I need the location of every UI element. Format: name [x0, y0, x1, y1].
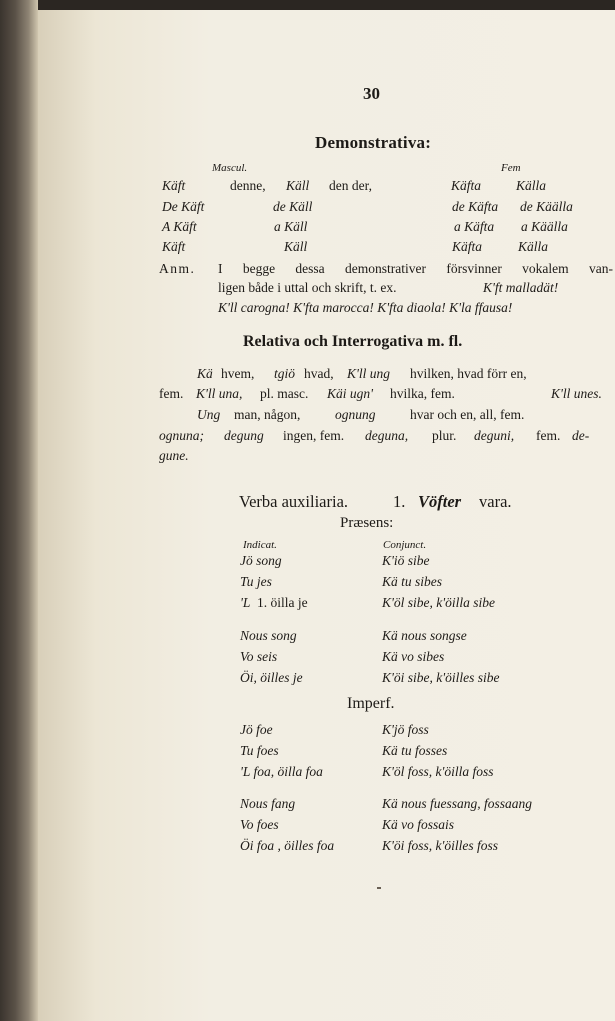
- demo-row-4-f2: Källa: [518, 239, 549, 254]
- imperf-conj-6: K'öi foss, k'öilles foss: [382, 838, 499, 853]
- praes-ind-4: Nous song: [240, 628, 297, 643]
- praes-ind-5: Vo seis: [240, 649, 278, 664]
- imperf-conj-3: K'öl foss, k'öilla foss: [382, 764, 494, 779]
- demo-row-1-f1: Käfta: [451, 178, 482, 193]
- praesens-heading: Præsens:: [340, 515, 394, 531]
- imperf-heading: Imperf.: [347, 695, 395, 712]
- praes-conj-1: K'iö sibe: [382, 553, 430, 568]
- anm-line-1: I begge dessa demonstrativer försvinner vokalem van-: [218, 261, 613, 276]
- demo-row-2-f1: de Käfta: [452, 199, 499, 214]
- rel-line-4-f: deguni,: [474, 428, 515, 443]
- praes-conj-5: Kä vo sibes: [382, 649, 445, 664]
- rel-line-1-d: hvad,: [304, 366, 334, 381]
- praes-ind-2: Tu jes: [240, 574, 272, 589]
- demo-row-3-m1: A Käft: [162, 219, 197, 234]
- praes-conj-6: K'öi sibe, k'öilles sibe: [382, 670, 500, 685]
- verba-heading-d: vara.: [479, 492, 512, 511]
- praes-conj-2: Kä tu sibes: [382, 574, 443, 589]
- demo-row-2-f2: de Käälla: [520, 199, 573, 214]
- rel-line-4-d: deguna,: [365, 428, 409, 443]
- rel-line-3-d: hvar och en, all, fem.: [410, 407, 525, 422]
- rel-line-2-b: K'll una,: [196, 386, 243, 401]
- rel-line-4-c: ingen, fem.: [283, 428, 345, 443]
- imperf-ind-2: Tu foes: [240, 743, 279, 758]
- rel-line-4-a: ognuna;: [159, 428, 204, 443]
- imperf-conj-2: Kä tu fosses: [382, 743, 448, 758]
- rel-line-2-a: fem.: [159, 386, 184, 401]
- verba-heading-a: Verba auxiliaria.: [239, 492, 349, 511]
- imperf-conj-1: K'jö foss: [382, 722, 429, 737]
- rel-line-4-b: degung: [224, 428, 264, 443]
- demo-row-2-m1: De Käft: [162, 199, 205, 214]
- rel-line-3-a: Ung: [197, 407, 221, 422]
- rel-line-1-a: Kä: [197, 366, 213, 381]
- imperf-ind-5: Vo foes: [240, 817, 279, 832]
- demo-row-3-f2: a Käälla: [521, 219, 568, 234]
- demo-row-1-m1: Käft: [162, 178, 186, 193]
- imperf-ind-6: Öi foa , öilles foa: [240, 838, 335, 853]
- rel-line-4-g: fem.: [536, 428, 561, 443]
- page-number: 30: [363, 84, 380, 103]
- imperf-ind-1: Jö foe: [240, 722, 273, 737]
- anm-label: Anm.: [159, 261, 196, 276]
- book-binding: [0, 0, 38, 1021]
- rel-line-1-e: K'll ung: [347, 366, 391, 381]
- imperf-ind-3: 'L foa, öilla foa: [240, 764, 323, 779]
- rel-line-4-e: plur.: [432, 428, 457, 443]
- fem-label: Fem: [501, 162, 521, 174]
- demo-row-4-m2: Käll: [284, 239, 308, 254]
- demo-row-3-m2: a Käll: [274, 219, 308, 234]
- indicat-label: Indicat.: [243, 539, 277, 551]
- rel-line-2-c: pl. masc.: [260, 386, 309, 401]
- imperf-conj-4: Kä nous fuessang, fossaang: [382, 796, 533, 811]
- demo-row-4-f1: Käfta: [452, 239, 483, 254]
- rel-line-1-c: tgiö: [274, 366, 296, 381]
- praes-ind-6: Öi, öilles je: [240, 670, 303, 685]
- rel-line-3-c: ognung: [335, 407, 376, 422]
- conjunct-label: Conjunct.: [383, 539, 427, 551]
- demo-row-3-f1: a Käfta: [454, 219, 495, 234]
- praes-ind-3: 'L: [240, 595, 251, 610]
- rel-line-5: gune.: [159, 448, 189, 463]
- relativa-heading: Relativa och Interrogativa m. fl.: [243, 333, 463, 350]
- rel-line-4-h: de-: [572, 428, 590, 443]
- rel-line-2-d: Käi ugn': [327, 386, 374, 401]
- demo-row-1-m2: Käll: [286, 178, 310, 193]
- rel-line-1-f: hvilken, hvad förr en,: [410, 366, 527, 381]
- demonstrativa-heading: Demonstrativa:: [315, 133, 432, 152]
- demo-row-1-f2: Källa: [516, 178, 547, 193]
- demo-row-2-m2: de Käll: [273, 199, 313, 214]
- ink-speck: [377, 887, 381, 889]
- rel-line-2-f: K'll unes.: [551, 386, 602, 401]
- rel-line-2-e: hvilka, fem.: [390, 386, 455, 401]
- verba-heading-c: Vöfter: [418, 492, 462, 511]
- masc-label: Mascul.: [212, 162, 248, 174]
- anm-line-3: K'll carogna! K'fta marocca! K'fta diaola! K'la ffausa!: [218, 300, 513, 315]
- anm-line-2-example: K'ft malladät!: [483, 280, 559, 295]
- demo-row-1-gloss1: denne,: [230, 178, 266, 193]
- book-page: [38, 10, 615, 1021]
- imperf-ind-4: Nous fang: [240, 796, 296, 811]
- demo-row-4-m1: Käft: [162, 239, 186, 254]
- anm-line-2-text: ligen både i uttal och skrift, t. ex.: [218, 280, 397, 295]
- rel-line-3-b: man, någon,: [234, 407, 301, 422]
- rel-line-1-b: hvem,: [221, 366, 255, 381]
- praes-ind-3b: 1. öilla je: [257, 595, 308, 610]
- praes-conj-4: Kä nous songse: [382, 628, 467, 643]
- imperf-conj-5: Kä vo fossais: [382, 817, 455, 832]
- praes-ind-1: Jö song: [240, 553, 282, 568]
- demo-row-1-gloss2: den der,: [329, 178, 372, 193]
- verba-heading-b: 1.: [393, 492, 406, 511]
- praes-conj-3: K'öl sibe, k'öilla sibe: [382, 595, 496, 610]
